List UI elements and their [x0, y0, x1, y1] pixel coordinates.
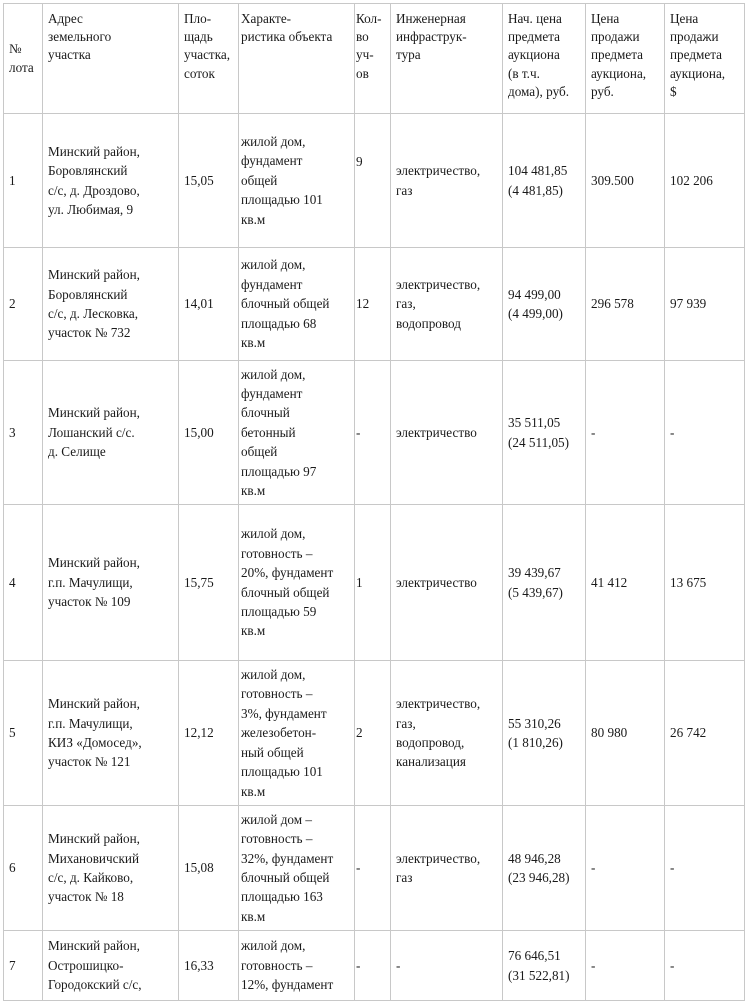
lot-address: Минский район, Михановичский с/с, д. Кайково, участок № 18 — [43, 806, 179, 931]
lot-sale-price-rub: - — [586, 931, 665, 1001]
header-infrastructure: Инженерная инфраструк- тура — [391, 4, 503, 114]
lot-count: - — [355, 806, 391, 931]
lot-start-price: 94 499,00 (4 499,00) — [503, 248, 586, 361]
lot-count: 2 — [355, 661, 391, 806]
lot-sale-price-rub: 309.500 — [586, 114, 665, 248]
lot-start-price: 48 946,28 (23 946,28) — [503, 806, 586, 931]
lot-number: 5 — [4, 661, 43, 806]
lot-sale-price-usd: 97 939 — [665, 248, 745, 361]
lot-sale-price-usd: - — [665, 361, 745, 505]
lot-characteristic: жилой дом, фундамент блочный общей площадью 68 кв.м — [239, 248, 355, 361]
lot-infrastructure: - — [391, 931, 503, 1001]
lot-number: 1 — [4, 114, 43, 248]
lot-number: 6 — [4, 806, 43, 931]
lot-sale-price-rub: 41 412 — [586, 505, 665, 661]
lot-start-price: 104 481,85 (4 481,85) — [503, 114, 586, 248]
lot-infrastructure: электричество — [391, 361, 503, 505]
table-row — [4, 505, 745, 661]
lot-characteristic: жилой дом, готовность – 3%, фундамент железобетон- ный общей площадью 101 кв.м — [239, 661, 355, 806]
lot-infrastructure: электричество — [391, 505, 503, 661]
header-area: Пло- щадь участка, соток — [179, 4, 239, 114]
header-row — [4, 4, 745, 114]
lot-number: 3 — [4, 361, 43, 505]
header-start-price: Нач. цена предмета аукциона (в т.ч. дома), руб. — [503, 4, 586, 114]
header-count: Кол- во уч- ов — [355, 4, 391, 114]
lot-start-price: 35 511,05 (24 511,05) — [503, 361, 586, 505]
lot-address: Минский район, Боровлянский с/с, д. Дроздово, ул. Любимая, 9 — [43, 114, 179, 248]
lot-sale-price-rub: - — [586, 806, 665, 931]
lot-sale-price-usd: 13 675 — [665, 505, 745, 661]
header-characteristic: Характе- ристика объекта — [239, 4, 355, 114]
lot-sale-price-rub: - — [586, 361, 665, 505]
table-row — [4, 806, 745, 931]
lot-characteristic: жилой дом, готовность – 12%, фундамент — [239, 931, 355, 1001]
lot-start-price: 55 310,26 (1 810,26) — [503, 661, 586, 806]
lot-area: 15,75 — [179, 505, 239, 661]
lot-count: 1 — [355, 505, 391, 661]
lot-area: 15,00 — [179, 361, 239, 505]
lot-area: 12,12 — [179, 661, 239, 806]
lot-area: 16,33 — [179, 931, 239, 1001]
lot-sale-price-rub: 296 578 — [586, 248, 665, 361]
lot-sale-price-rub: 80 980 — [586, 661, 665, 806]
table-row — [4, 361, 745, 505]
lot-start-price: 39 439,67 (5 439,67) — [503, 505, 586, 661]
lot-address: Минский район, г.п. Мачулищи, участок № 109 — [43, 505, 179, 661]
lot-sale-price-usd: - — [665, 931, 745, 1001]
header-sale-price-rub: Цена продажи предмета аукциона, руб. — [586, 4, 665, 114]
lot-address: Минский район, Лошанский с/с. д. Селище — [43, 361, 179, 505]
lot-sale-price-usd: 102 206 — [665, 114, 745, 248]
lot-number: 4 — [4, 505, 43, 661]
lot-number: 7 — [4, 931, 43, 1001]
lot-infrastructure: электричество, газ, водопровод — [391, 248, 503, 361]
lot-infrastructure: электричество, газ — [391, 806, 503, 931]
lot-characteristic: жилой дом, готовность – 20%, фундамент блочный общей площадью 59 кв.м — [239, 505, 355, 661]
lot-start-price: 76 646,51 (31 522,81) — [503, 931, 586, 1001]
header-address: Адрес земельного участка — [43, 4, 179, 114]
header-sale-price-usd: Цена продажи предмета аукциона, $ — [665, 4, 745, 114]
lot-characteristic: жилой дом, фундамент общей площадью 101 кв.м — [239, 114, 355, 248]
table-row — [4, 248, 745, 361]
lot-infrastructure: электричество, газ, водопровод, канализация — [391, 661, 503, 806]
lot-area: 15,08 — [179, 806, 239, 931]
lots-table — [3, 3, 745, 1001]
lot-address: Минский район, Боровлянский с/с, д. Лесковка, участок № 732 — [43, 248, 179, 361]
lot-count: 12 — [355, 248, 391, 361]
lot-sale-price-usd: - — [665, 806, 745, 931]
lot-number: 2 — [4, 248, 43, 361]
header-lot-number: № лота — [4, 4, 43, 114]
table-row — [4, 661, 745, 806]
lot-count: 9 — [355, 114, 391, 248]
lot-area: 15,05 — [179, 114, 239, 248]
lot-characteristic: жилой дом – готовность – 32%, фундамент блочный общей площадью 163 кв.м — [239, 806, 355, 931]
lot-area: 14,01 — [179, 248, 239, 361]
lot-count: - — [355, 361, 391, 505]
lot-count: - — [355, 931, 391, 1001]
lot-characteristic: жилой дом, фундамент блочный бетонный общей площадью 97 кв.м — [239, 361, 355, 505]
lot-address: Минский район, Острошицко- Городокский с/с, — [43, 931, 179, 1001]
lot-sale-price-usd: 26 742 — [665, 661, 745, 806]
table-row — [4, 931, 745, 1001]
lot-infrastructure: электричество, газ — [391, 114, 503, 248]
table-row — [4, 114, 745, 248]
lot-address: Минский район, г.п. Мачулищи, КИЗ «Домосед», участок № 121 — [43, 661, 179, 806]
